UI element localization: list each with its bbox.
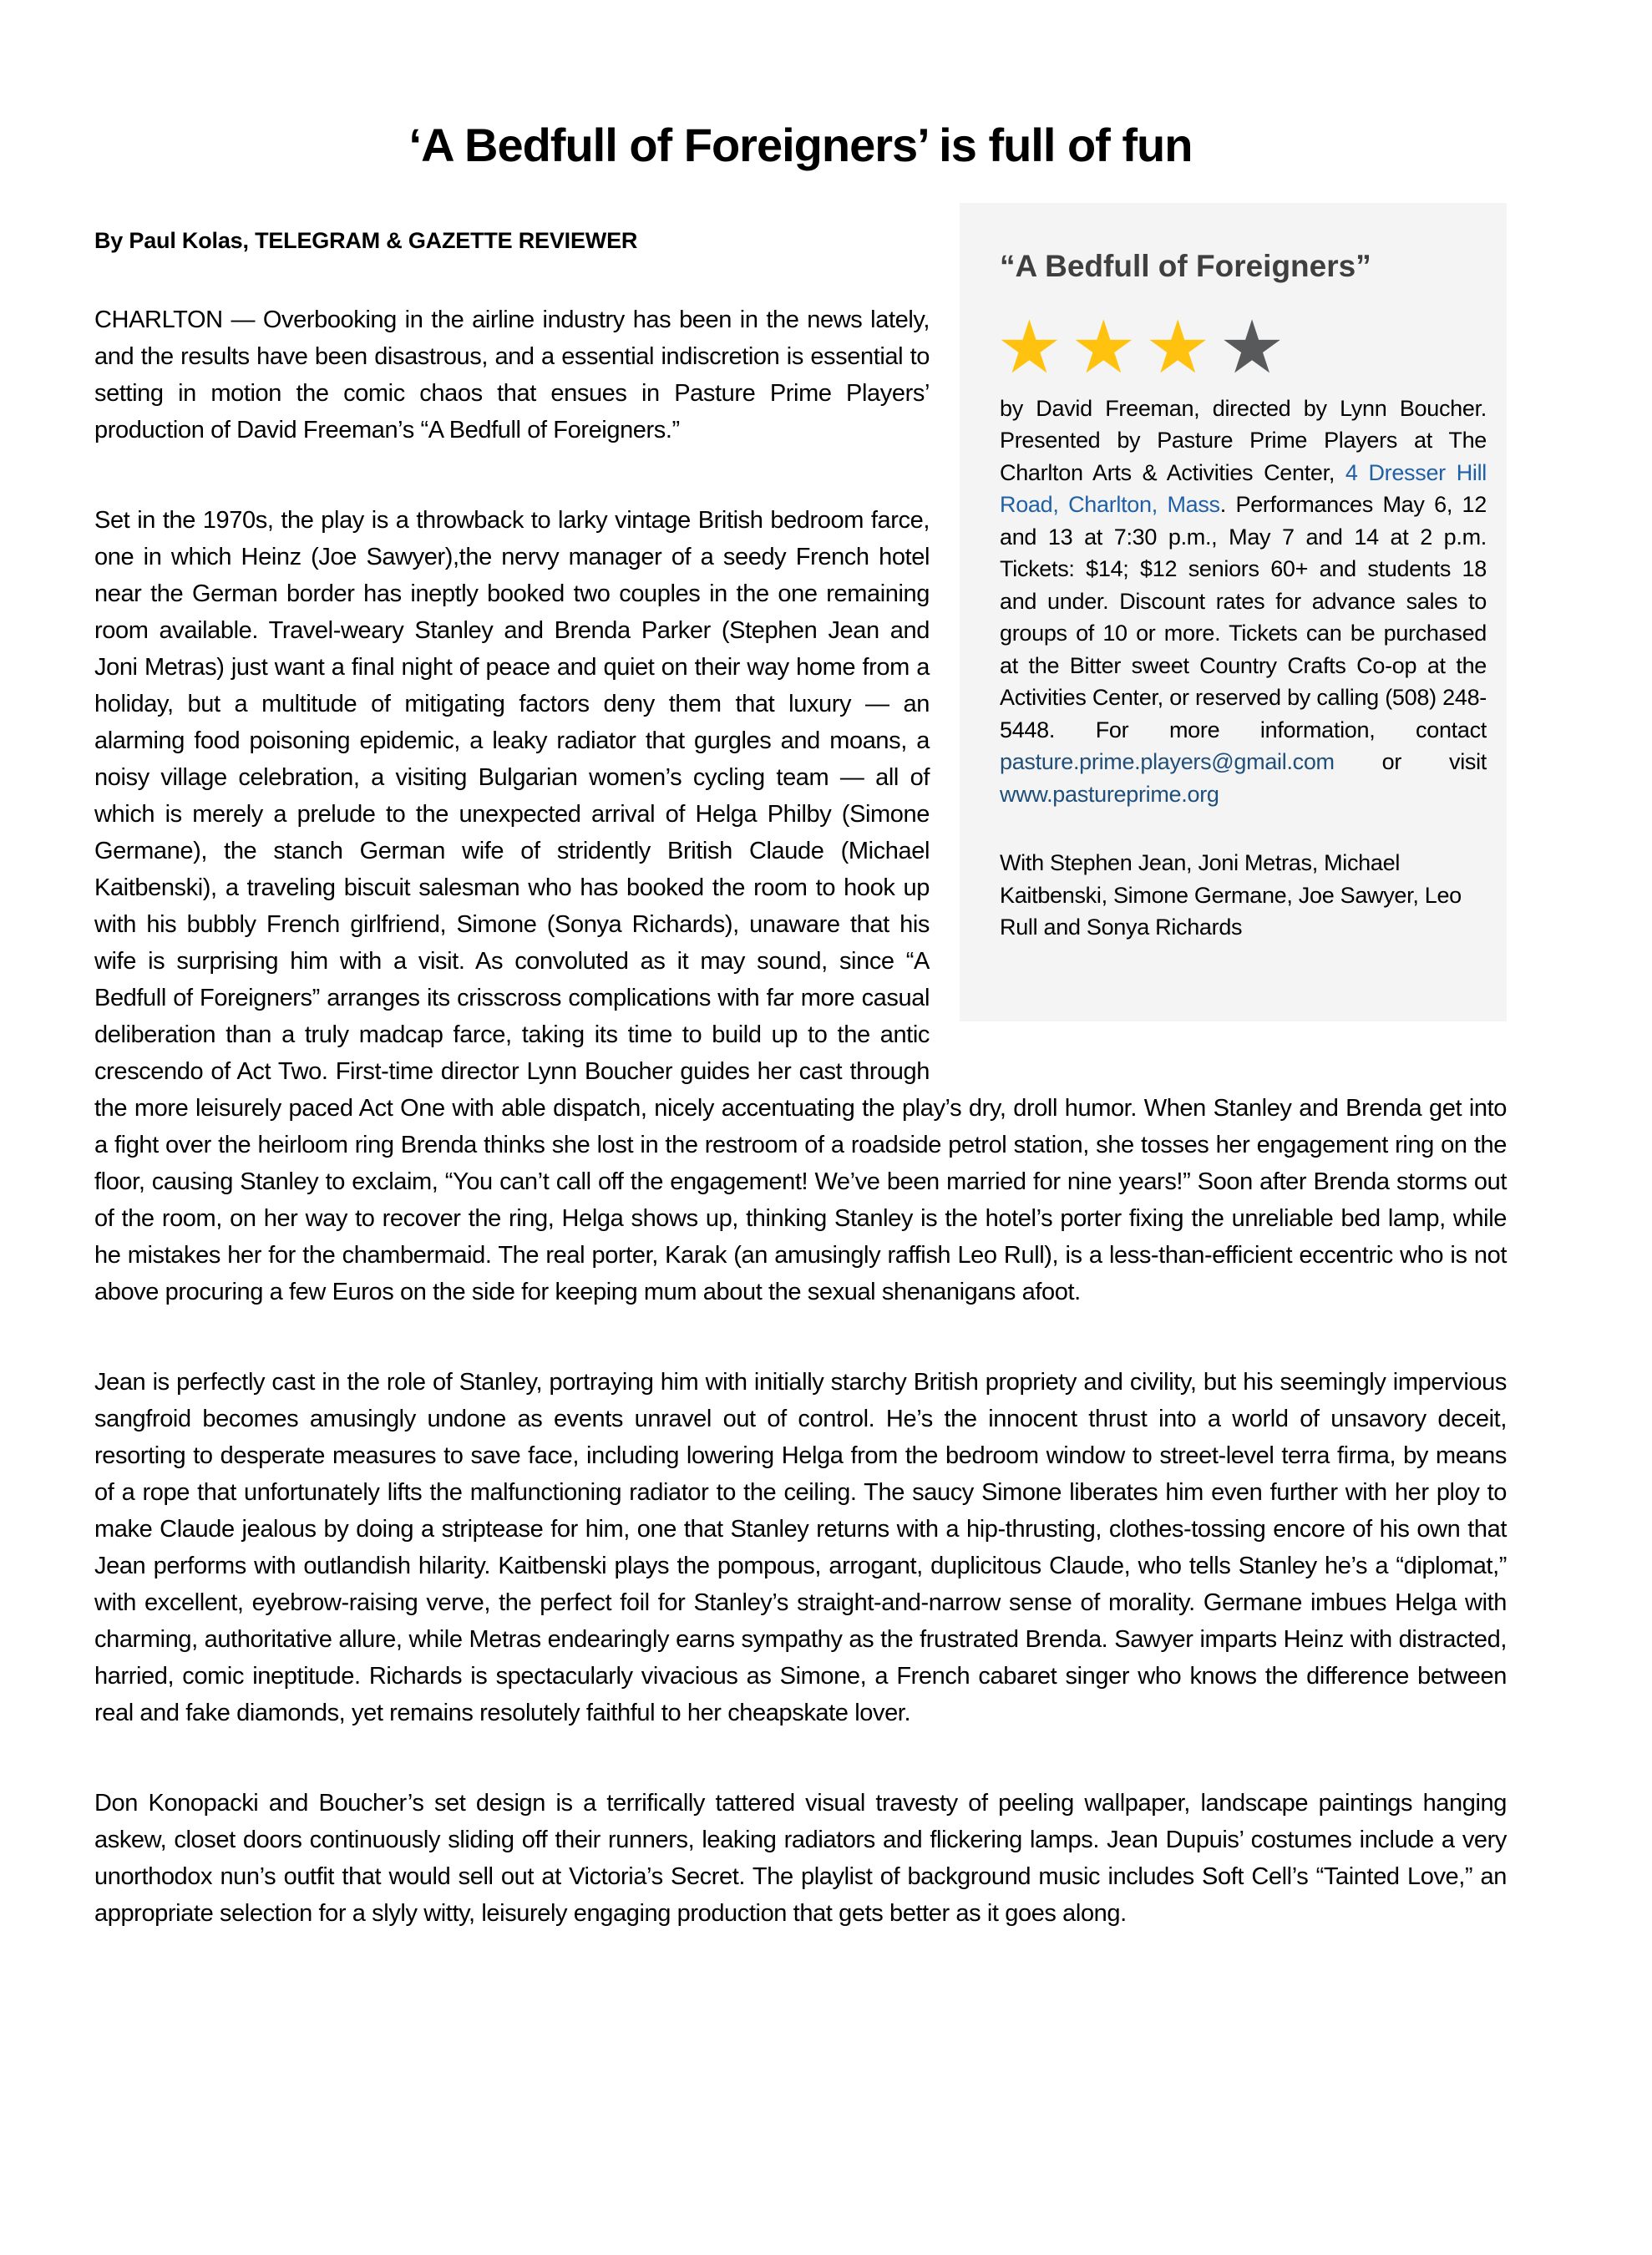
article-paragraph: Set in the 1970s, the play is a throwback to larky vintage British bedroom farce, one in which Heinz (Joe Sawyer),the nervy manager of a seedy French hotel near the German border has ineptly booked two couples in the one remaining room available. Travel-weary Stanley and Brenda Parker (Stephen Jean and Joni Metras) just want a final night of peace and quiet on their way home from a holiday, but a multitude of mitigating factors deny them that luxury — an alarming food poisoning epidemic, a leaky radiator that gurgles and moans, a noisy village celebration, a visiting Bulgarian women’s cycling team — all of which is merely a prelude to the unexpected arrival of Helga Philby (Simone Germane), the stanch German wife of stridently British Claude (Michael Kaitbenski), a traveling biscuit salesman who has booked the room to hook up with his bubbly French girlfriend, Simone (Sonya Richards), unaware that his wife is surprising him with a visit. As convoluted as it may sound, since “A Bedfull of Foreigners” arranges its crisscross complications with far more casual deliberation than a truly madcap farce, taking its time to build up to the antic crescendo of Act Two. First-time director Lynn Boucher guides her cast through the more leisurely paced Act One with able dispatch, nicely accentuating the play’s dry, droll humor. When Stanley and Brenda get into a fight over the heirloom ring Brenda thinks she lost in the restroom of a roadside petrol station, she tosses her engagement ring on the floor, causing Stanley to exclaim, “You can’t call off the engagement! We’ve been married for nine years!” Soon after Brenda storms out of the room, on her way to recover the ring, Helga shows up, thinking Stanley is the hotel’s porter fixing the unreliable bed lamp, while he mistakes her for the chambermaid. The real porter, Karak (an amusingly raffish Leo Rull), is a less-than-efficient eccentric who is not above procuring a few Euros on the side for keeping mum about the sexual shenanigans afoot.	[94, 507, 1507, 1306]
article-title: ‘A Bedfull of Foreigners’ is full of fun	[408, 119, 1193, 171]
production-info-box	[960, 203, 1507, 1021]
star-icon: ★	[1219, 305, 1294, 388]
article-paragraph: Don Konopacki and Boucher’s set design is a terrifically tattered visual travesty of peeling wallpaper, landscape paintings hanging askew, closet doors continuously sliding off their runners, leaking radiators and flickering lamps. Jean Dupuis’ costumes include a very unorthodox nun’s outfit that would sell out at Victoria’s Secret. The playlist of background music includes Soft Cell’s “Tainted Love,” an appropriate selection for a slyly witty, leisurely engaging production that gets better as it goes along.	[94, 1790, 1507, 1928]
article-paragraph: CHARLTON — Overbooking in the airline industry has been in the news lately, and the results have been disastrous, and a essential indiscretion is essential to setting in motion the comic chaos that ensues in Pasture Prime Players’ production of David Freeman’s “A Bedfull of Foreigners.”	[94, 307, 930, 444]
website-link[interactable]: www.pastureprime.org	[1000, 781, 1219, 807]
details-text: by David Freeman, directed by Lynn Boucher. Presented by Pasture Prime Players at The Charlton Arts & Activities Center,	[1000, 395, 1487, 485]
details-text: . Performances May 6, 12 and 13 at 7:30 p.m., May 7 and 14 at 2 p.m. Tickets: $14; $12 seniors 60+ and students 18 and under. Discount rates for advance sales to groups of 10 or more. Tickets can be purchased at the Bitter sweet Country Crafts Co-op at the Activities Center, or reserved by calling (508) 248-5448. For more information, contact	[1000, 492, 1487, 742]
cast-list: With Stephen Jean, Joni Metras, Michael Kaitbenski, Simone Germane, Joe Sawyer, Leo Rull and Sonya Richards	[1000, 850, 1462, 940]
byline: By Paul Kolas, TELEGRAM & GAZETTE REVIEWER	[94, 228, 638, 254]
article-body	[94, 226, 1507, 1932]
production-details	[1000, 393, 1487, 811]
sidebar-title: “A Bedfull of Foreigners”	[1000, 249, 1371, 284]
article-paragraph: Jean is perfectly cast in the role of Stanley, portraying him with initially starchy British propriety and civility, but his seemingly impervious sangfroid becomes amusingly undone as events unravel out of control. He’s the innocent thrust into a world of unsavory deceit, resorting to desperate measures to save face, including lowering Helga from the bedroom window to street-level terra firma, by means of a rope that unfortunately lifts the malfunctioning radiator to the ceiling. The saucy Simone liberates him even further with her ploy to make Claude jealous by doing a striptease for him, one that Stanley returns with a hip-thrusting, clothes-tossing encore of his own that Jean performs with outlandish hilarity. Kaitbenski plays the pompous, arrogant, duplicitous Claude, who tells Stanley he’s a “diplomat,” with excellent, eyebrow-raising verve, the perfect foil for Stanley’s straight-and-narrow sense of morality. Germane imbues Helga with charming, authoritative allure, while Metras endearingly earns sympathy as the frustrated Brenda. Sawyer imparts Heinz with distracted, harried, comic ineptitude. Richards is spectacularly vivacious as Simone, a French cabaret singer who knows the difference between real and fake diamonds, yet remains resolutely faithful to her cheapskate lover.	[94, 1369, 1507, 1727]
email-link[interactable]: pasture.prime.players@gmail.com	[1000, 749, 1335, 775]
address-link[interactable]: 4 Dresser Hill Road, Charlton, Mass	[1000, 459, 1487, 518]
star-icon: ★	[1144, 305, 1219, 388]
document-page	[0, 117, 1652, 1932]
star-rating	[996, 305, 1487, 388]
star-icon: ★	[996, 305, 1071, 388]
star-icon: ★	[1070, 305, 1145, 388]
details-text: or visit	[1334, 749, 1487, 775]
